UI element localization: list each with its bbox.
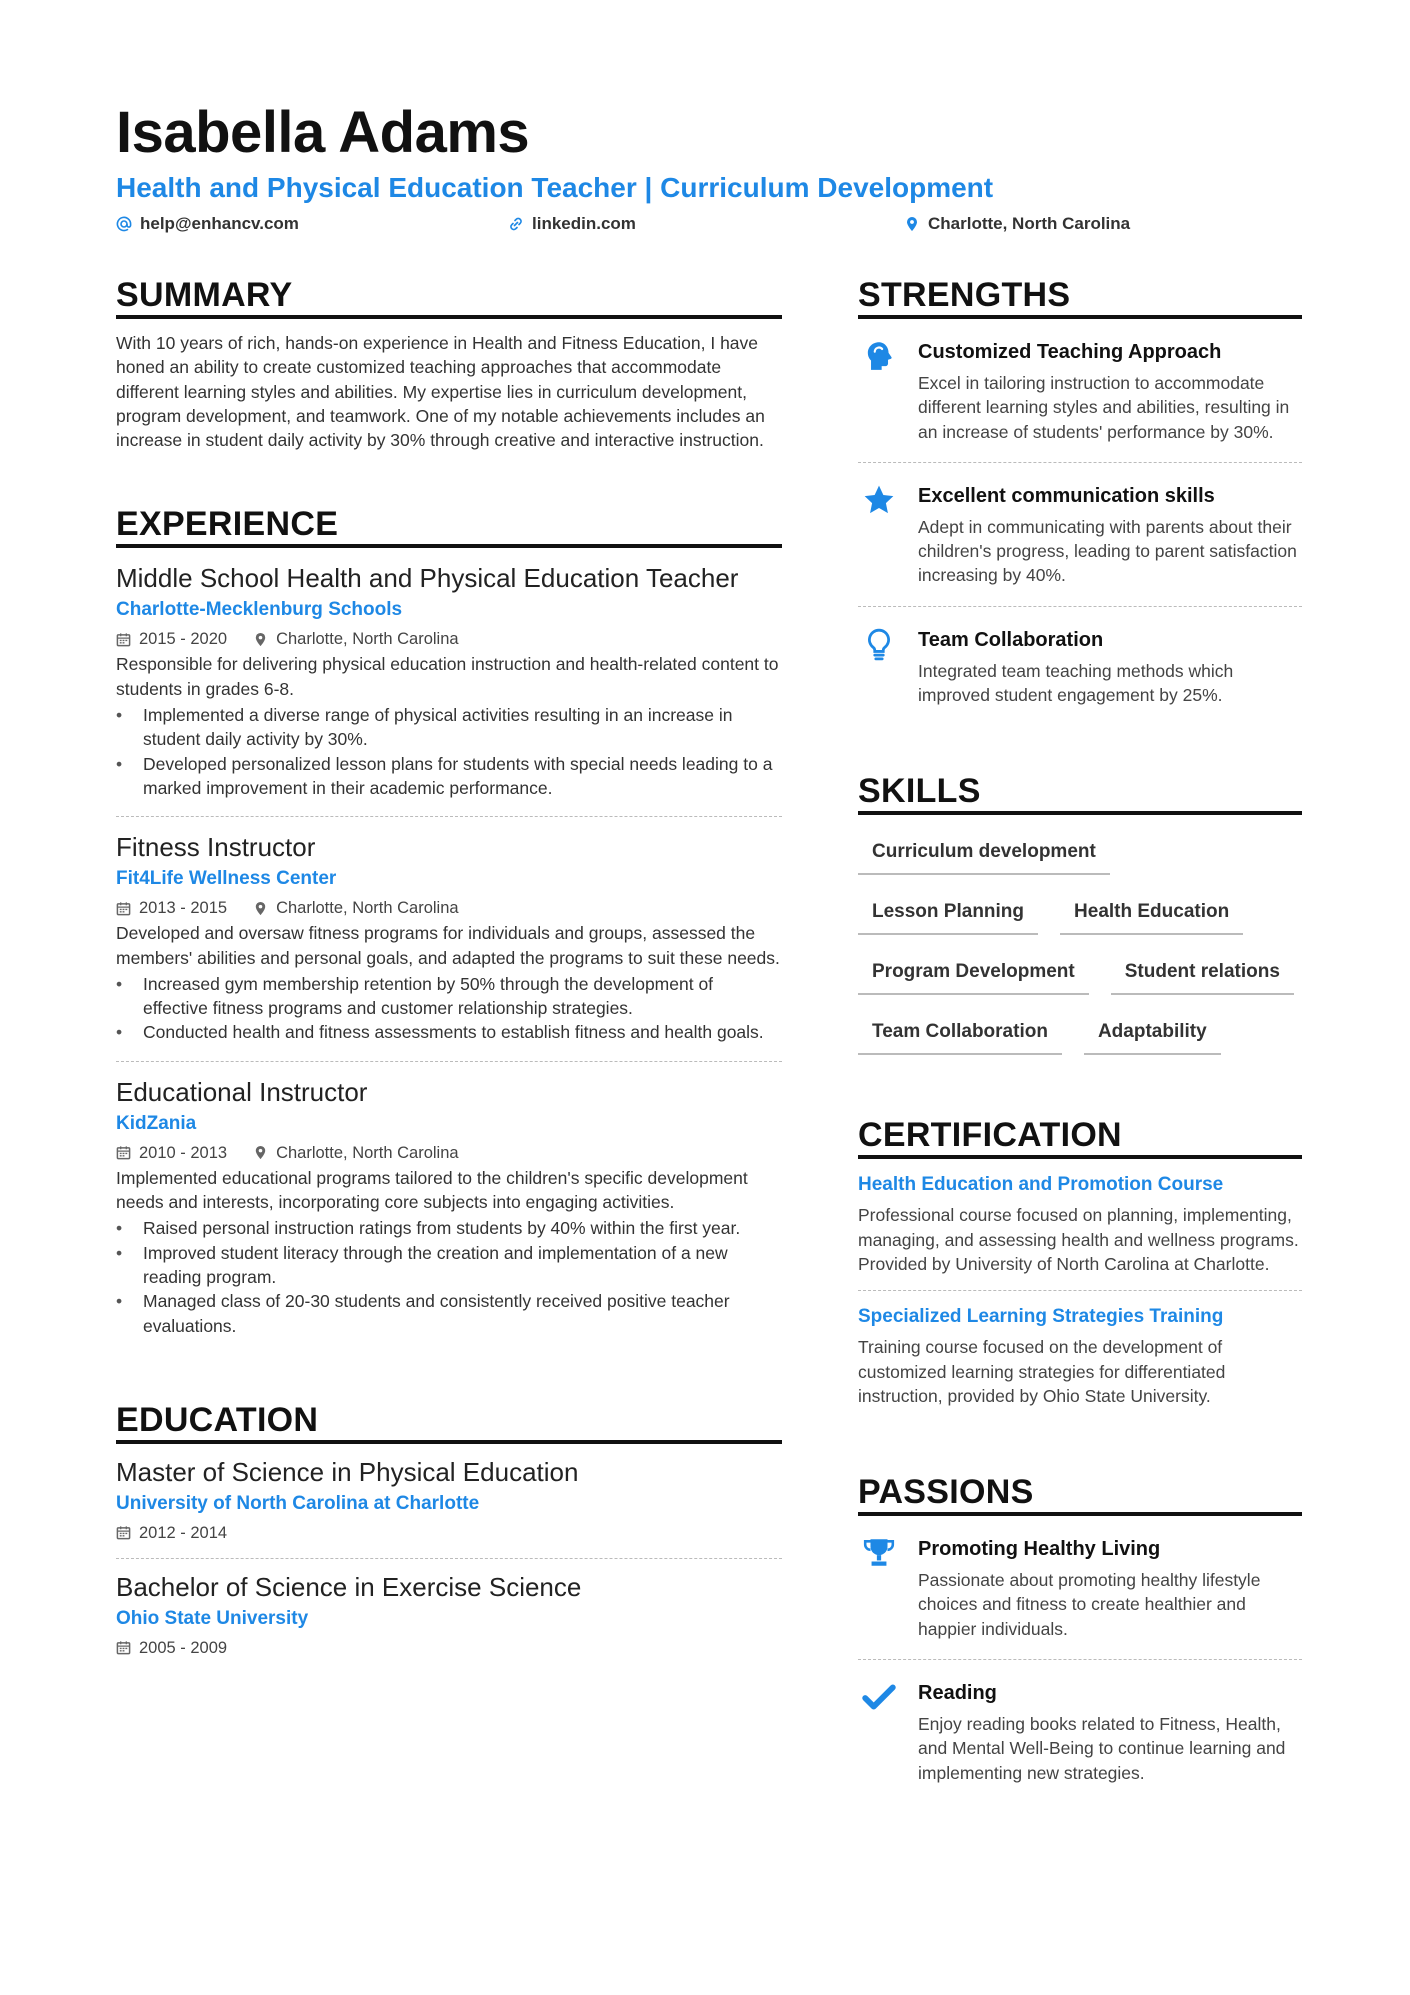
summary-heading: SUMMARY [116,275,782,319]
contact-location [904,214,1130,234]
calendar-icon [116,632,131,647]
strength-item [858,463,1302,607]
location-pin-icon [253,901,268,916]
job-meta [116,895,782,921]
company-name: KidZania [116,1112,197,1134]
job-title: Middle School Health and Physical Education Teacher [116,563,739,594]
job-meta [116,626,782,652]
certification-description: Professional course focused on planning, implementing, managing, and assessing health and wellness programs. Provided by University of North Carolina at Charlotte. [858,1205,1299,1274]
calendar-icon [116,1640,131,1655]
strength-description: Integrated team teaching methods which improved student engagement by 25%. [918,660,1234,706]
candidate-name: Isabella Adams [116,100,530,165]
job-description: Implemented educational programs tailored to the children's specific development needs and interests, incorporating core subjects into engaging activities. [116,1167,748,1213]
degree-title: Bachelor of Science in Exercise Science [116,1571,582,1602]
calendar-icon [116,901,131,916]
passion-description: Enjoy reading books related to Fitness, Health, and Mental Well-Being to continue learning and implementing new strategies. [918,1714,1286,1783]
job-bullet: • Conducted health and fitness assessments to establish fitness and health goals. [116,1020,782,1044]
strength-description: Excel in tailoring instruction to accommodate different learning styles and abilities, resulting in an increase of students' performance by 30%. [918,373,1290,442]
skill-tag: Curriculum development [858,829,1110,875]
summary-section [116,275,782,452]
job-location: Charlotte, North Carolina [276,899,459,918]
contact-bar [116,214,1306,244]
education-heading: EDUCATION [116,1400,782,1444]
skill-tag: Team Collaboration [858,1009,1062,1055]
job-bullets [116,972,782,1045]
certification-heading: CERTIFICATION [858,1115,1302,1159]
location-pin-icon [253,632,268,647]
school-name: University of North Carolina at Charlotte [116,1492,480,1514]
passion-title: Reading [918,1682,997,1705]
certification-title: Specialized Learning Strategies Training [858,1306,1224,1328]
contact-linkedin[interactable] [508,214,636,234]
certification-item [858,1159,1302,1291]
company-name: Fit4Life Wellness Center [116,868,337,890]
strength-item [858,607,1302,726]
passion-description: Passionate about promoting healthy lifestyle choices and fitness to create healthier and happier individuals. [918,1570,1261,1639]
certification-item [858,1291,1302,1422]
experience-item [116,817,782,1061]
job-bullet: • Developed personalized lesson plans for students with special needs leading to a marked improvement in their academic performance. [116,752,782,801]
star-icon [862,483,896,517]
job-dates: 2010 - 2013 [139,1143,228,1162]
education-item [116,1559,782,1673]
job-bullet: • Managed class of 20-30 students and consistently received positive teacher evaluations. [116,1289,782,1338]
candidate-title: Health and Physical Education Teacher | Curriculum Development [116,172,994,203]
school-name: Ohio State University [116,1607,309,1629]
skill-tag: Lesson Planning [858,889,1038,935]
skills-section [858,771,1302,1069]
at-sign-icon [116,216,132,232]
skill-tag: Adaptability [1084,1009,1221,1055]
strength-title: Team Collaboration [918,628,1104,651]
passion-item [858,1516,1302,1660]
link-icon [508,216,524,232]
strength-description: Adept in communicating with parents about their children's progress, leading to parent satisfaction increasing by 40%. [918,516,1297,586]
job-bullets [116,703,782,800]
education-section [116,1400,782,1673]
company-name: Charlotte-Mecklenburg Schools [116,599,403,621]
experience-section [116,504,782,1353]
strength-item [858,319,1302,463]
degree-title: Master of Science in Physical Education [116,1456,579,1487]
lightbulb-icon [862,627,896,661]
education-meta [116,1520,782,1546]
passion-title: Promoting Healthy Living [918,1538,1161,1561]
trophy-icon [862,1536,896,1570]
job-description: Developed and oversaw fitness programs for individuals and groups, assessed the members' abilities and personal goals, and adapted the programs to suit these needs. [116,923,780,968]
checkmark-icon [862,1680,896,1714]
job-location: Charlotte, North Carolina [276,630,459,649]
calendar-icon [116,1525,131,1540]
certification-description: Training course focused on the development of customized learning strategies for differentiated instruction, provided by Ohio State University. [858,1337,1226,1406]
skill-tag: Student relations [1111,949,1294,995]
passions-heading: PASSIONS [858,1472,1302,1516]
job-location: Charlotte, North Carolina [276,1143,459,1162]
summary-text: With 10 years of rich, hands-on experience in Health and Fitness Education, I have honed an ability to create customized teaching approaches that accommodate different learning styles and abilities. My expertise lies in curriculum development, program development, and teamwork. One of my notable achievements includes an increase in student daily activity by 30% through creative and interactive instruction. [116,333,765,451]
job-bullet: • Raised personal instruction ratings from students by 40% within the first year. [116,1216,782,1240]
location-pin-icon [253,1145,268,1160]
strengths-heading: STRENGTHS [858,275,1302,319]
experience-heading: EXPERIENCE [116,504,782,548]
skill-tag: Program Development [858,949,1089,995]
certification-section [858,1115,1302,1422]
head-profile-icon [862,339,896,373]
job-title: Educational Instructor [116,1076,368,1107]
job-dates: 2013 - 2015 [139,899,228,918]
job-dates: 2015 - 2020 [139,630,228,649]
skill-tag: Health Education [1060,889,1243,935]
job-meta [116,1140,782,1166]
location-text: Charlotte, North Carolina [928,214,1131,233]
experience-item [116,1062,782,1354]
right-column [858,275,1302,1849]
job-bullet: • Improved student literacy through the creation and implementation of a new reading program. [116,1241,782,1290]
location-pin-icon [904,216,920,232]
education-meta [116,1635,782,1661]
job-bullet: • Increased gym membership retention by 50% through the development of effective fitness programs and customer relationship strategies. [116,972,782,1021]
passion-item [858,1660,1302,1803]
email-text: help@enhancv.com [140,214,299,233]
education-item [116,1444,782,1559]
strengths-section [858,275,1302,725]
job-title: Fitness Instructor [116,832,316,863]
resume-header [116,98,1306,244]
left-column [116,275,782,1719]
experience-item [116,548,782,817]
job-bullets [116,1216,782,1337]
certification-title: Health Education and Promotion Course [858,1174,1224,1196]
education-dates: 2012 - 2014 [139,1523,228,1542]
strength-title: Excellent communication skills [918,484,1215,507]
calendar-icon [116,1145,131,1160]
skills-heading: SKILLS [858,771,1302,815]
education-dates: 2005 - 2009 [139,1638,228,1657]
contact-email[interactable] [116,214,299,234]
job-description: Responsible for delivering physical education instruction and health-related content to students in grades 6-8. [116,654,779,699]
passions-section [858,1472,1302,1803]
skills-list [858,815,1302,1069]
job-bullet: • Implemented a diverse range of physical activities resulting in an increase in student daily activity by 30%. [116,703,782,752]
strength-title: Customized Teaching Approach [918,341,1222,363]
linkedin-text: linkedin.com [532,214,636,233]
